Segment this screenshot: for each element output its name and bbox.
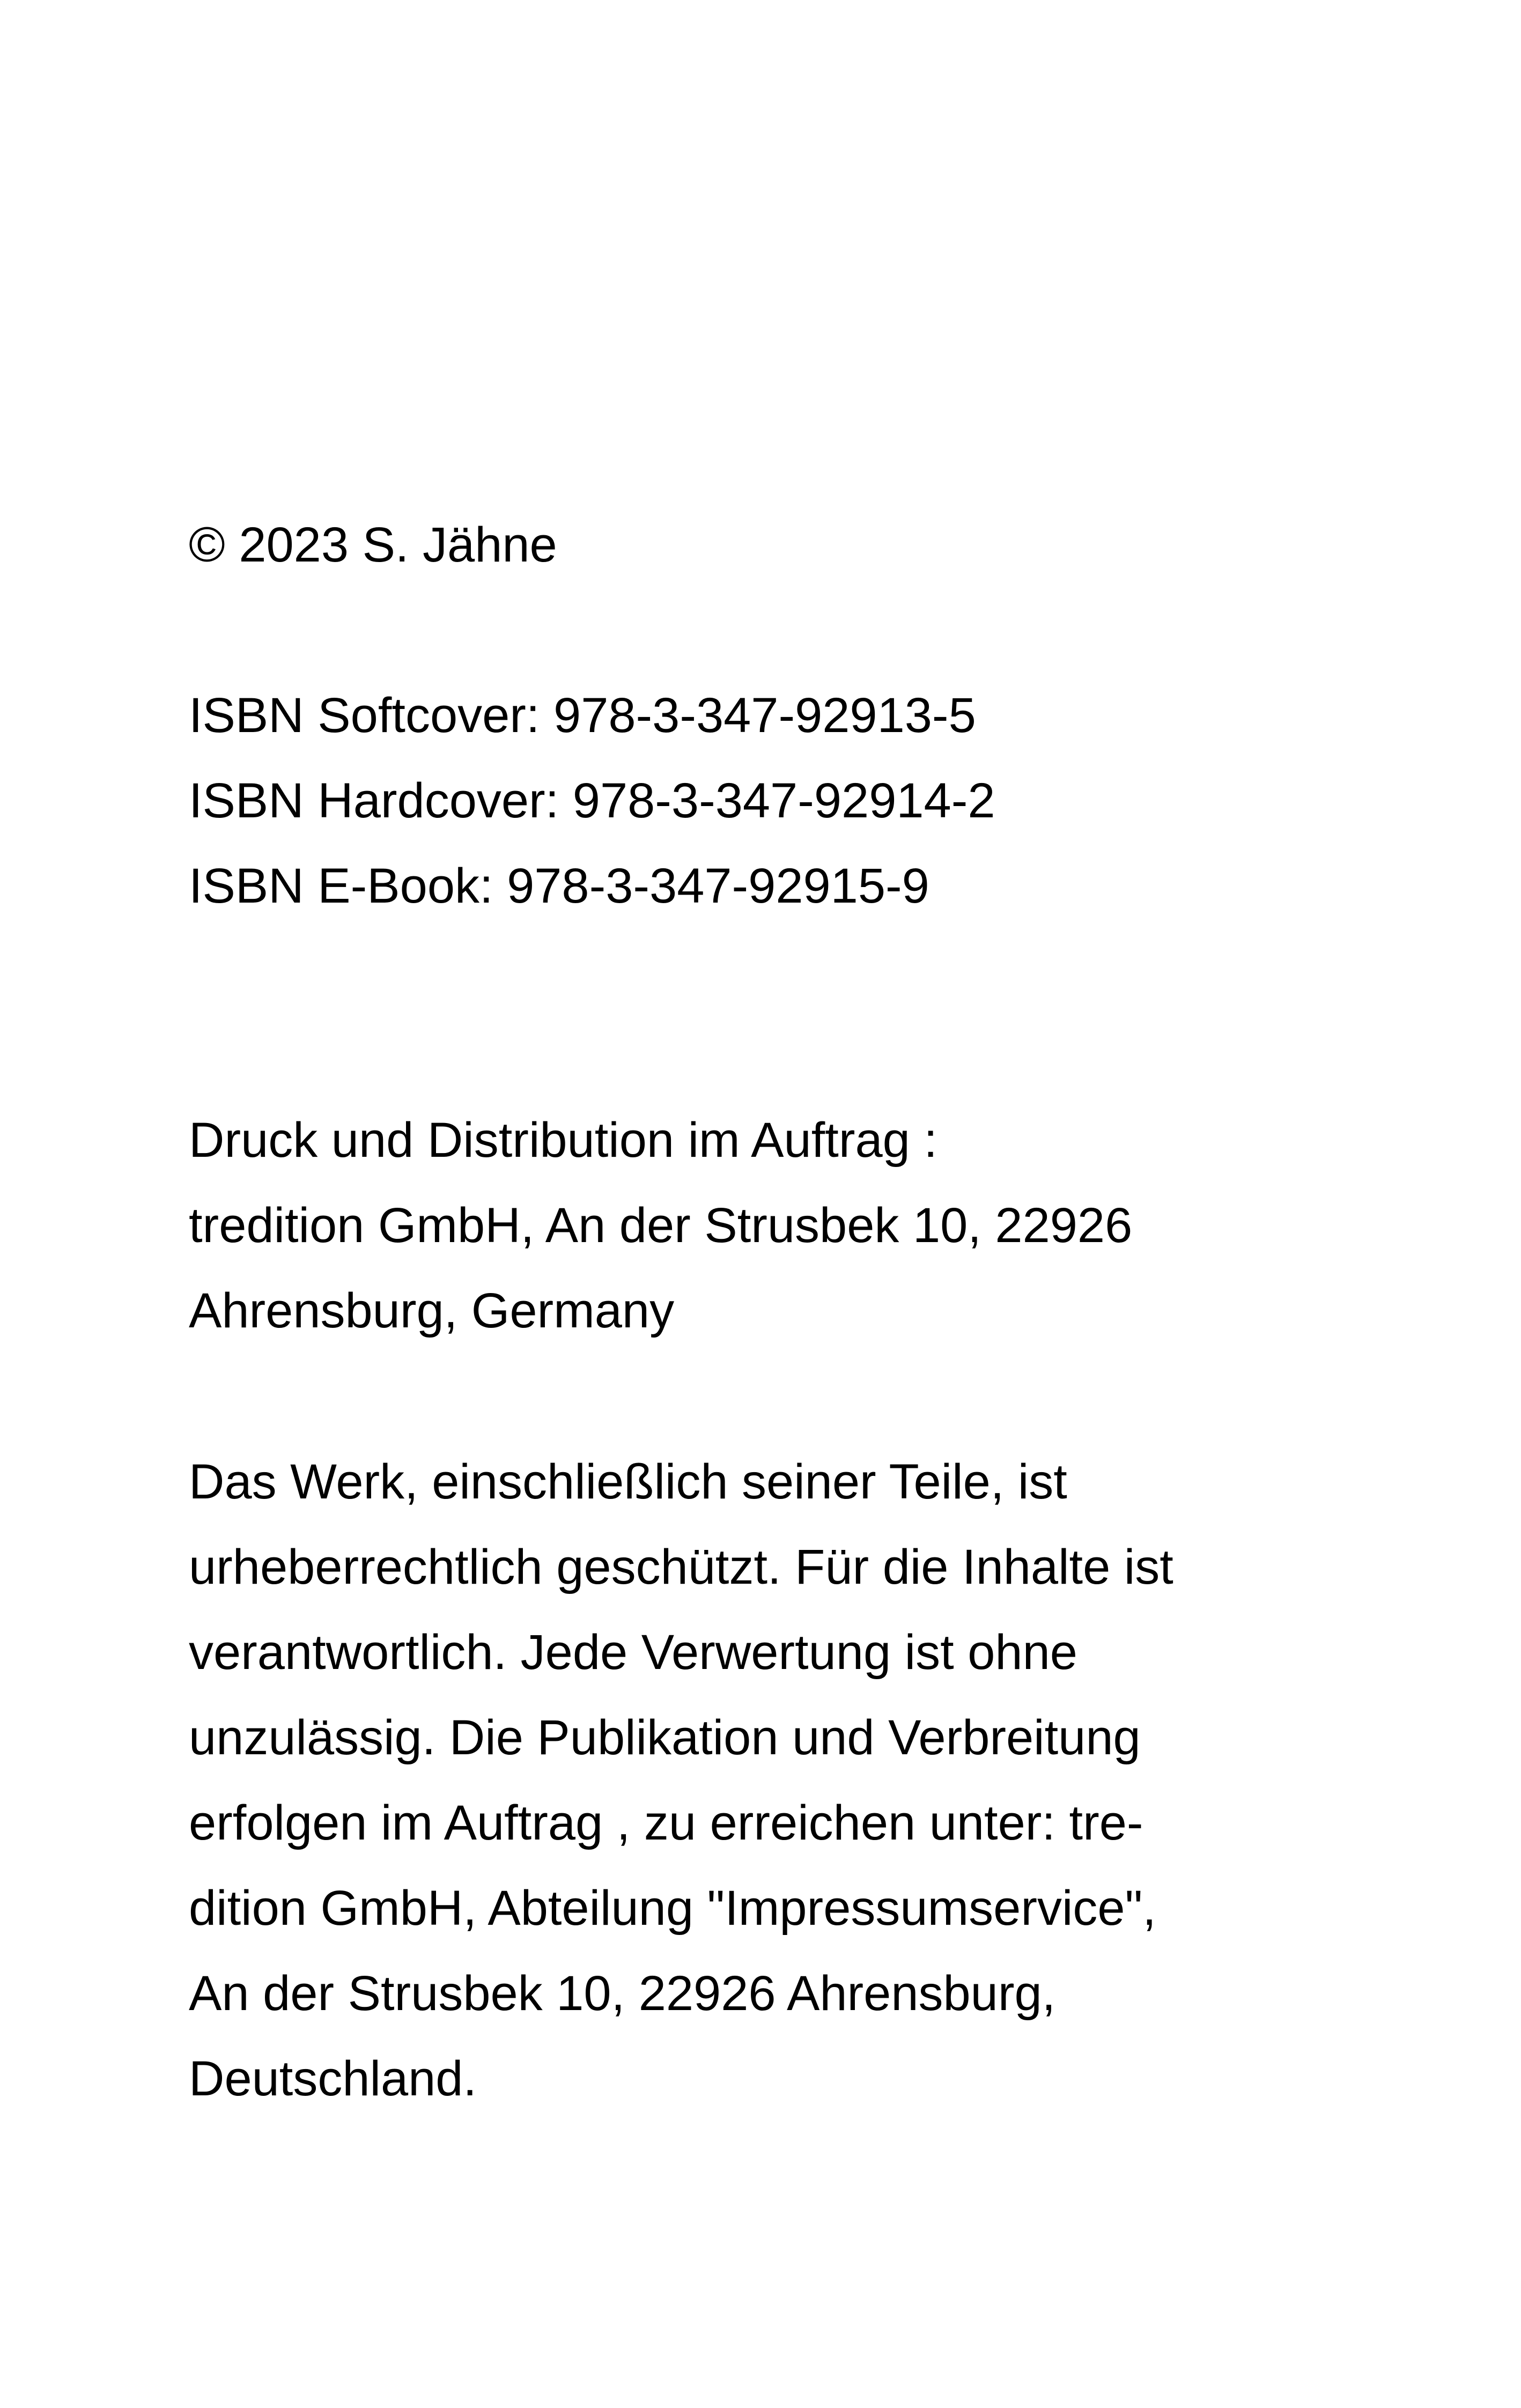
- legal-notice-block: [189, 1439, 1422, 2122]
- legal-notice-line: Deutschland.: [189, 2051, 477, 2106]
- legal-notice-line: Das Werk, einschließlich seiner Teile, ist: [189, 1454, 1067, 1509]
- legal-notice-line: verantwortlich. Jede Verwertung ist ohne: [189, 1625, 1077, 1680]
- legal-notice-line: An der Strusbek 10, 22926 Ahrensburg,: [189, 1966, 1056, 2021]
- isbn-hardcover: ISBN Hardcover: 978-3-347-92914-2: [189, 773, 995, 828]
- isbn-ebook: ISBN E-Book: 978-3-347-92915-9: [189, 859, 929, 913]
- legal-notice-line: dition GmbH, Abteilung "Impressumservice",: [189, 1881, 1156, 1936]
- legal-notice-line: urheberrechtlich geschützt. Für die Inhalte ist: [189, 1540, 1173, 1594]
- legal-notice-line: unzulässig. Die Publikation und Verbreitung: [189, 1710, 1141, 1765]
- legal-notice-line: erfolgen im Auftrag , zu erreichen unter: tre-: [189, 1796, 1143, 1850]
- isbn-block: [189, 673, 1422, 929]
- print-distribution-line: Druck und Distribution im Auftrag :: [189, 1113, 937, 1168]
- copyright-notice: [189, 503, 1422, 588]
- copyright-line: © 2023 S. Jähne: [189, 518, 557, 572]
- print-distribution-line: tredition GmbH, An der Strusbek 10, 22926: [189, 1198, 1133, 1253]
- isbn-softcover: ISBN Softcover: 978-3-347-92913-5: [189, 688, 976, 743]
- print-distribution-block: [189, 1098, 1422, 1354]
- print-distribution-line: Ahrensburg, Germany: [189, 1283, 675, 1338]
